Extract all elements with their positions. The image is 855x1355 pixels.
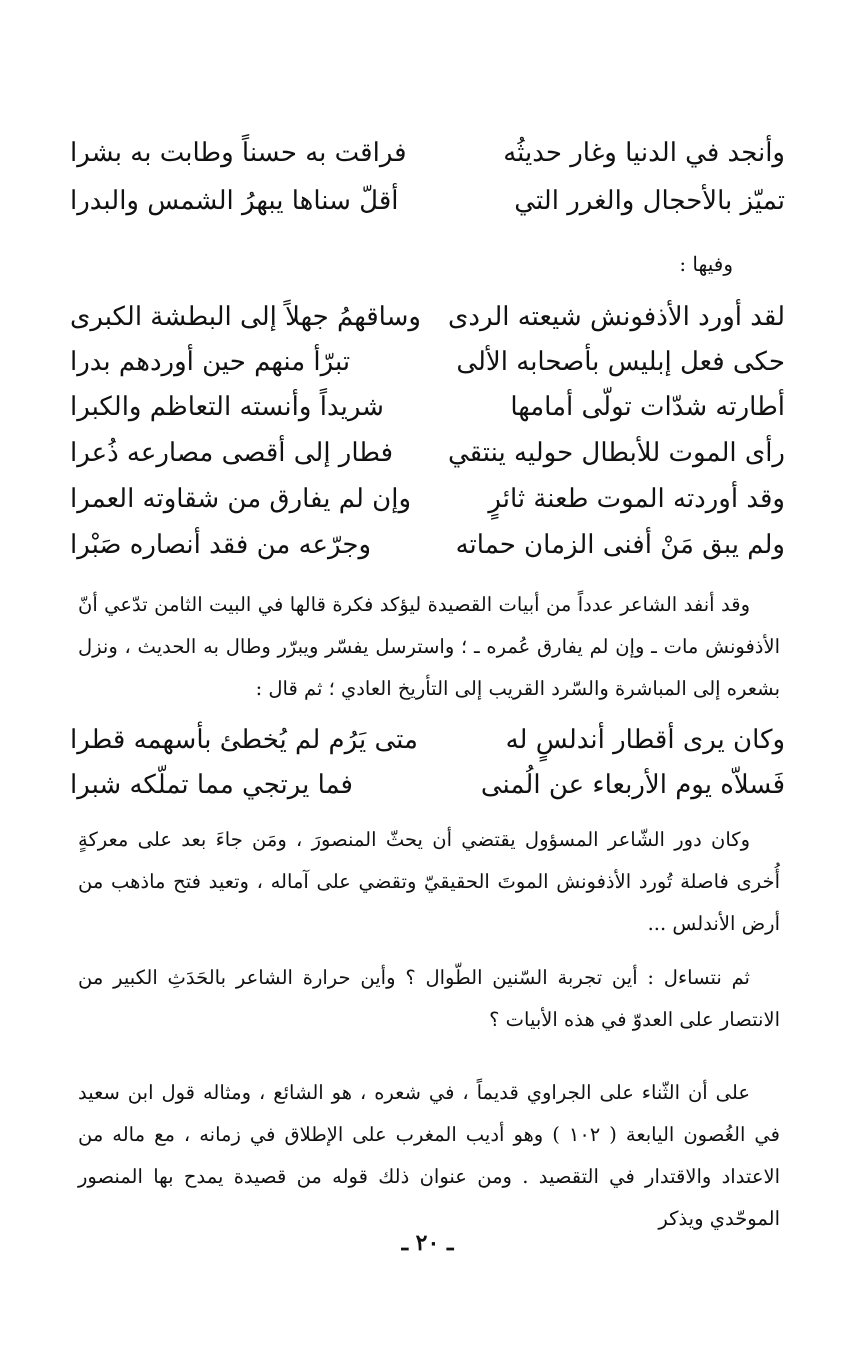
verse-first-hemistich: وقد أوردته الموت طعنة ثائرٍ xyxy=(488,484,785,514)
page-number: ـ ٢٠ ـ xyxy=(401,1230,454,1256)
verse-second-hemistich: وجرّعه من فقد أنصاره صَبْرا xyxy=(70,530,372,560)
verse-first-hemistich: فَسلاّه يوم الأربعاء عن الُمنى xyxy=(480,770,785,800)
verse-line xyxy=(70,760,785,810)
section-label: وفيها : xyxy=(679,252,733,276)
verse-second-hemistich: فراقت به حسناً وطابت به بشرا xyxy=(70,138,407,168)
body-paragraph xyxy=(78,584,780,710)
verse-line xyxy=(70,382,785,432)
verse-first-hemistich: حكى فعل إبليس بأصحابه الألى xyxy=(456,347,785,377)
paragraph-text: وقد أنفد الشاعر عدداً من أبيات القصيدة ليؤكد فكرة قالها في البيت الثامن تدّعي أنّ الأذفونش مات ـ وإن لم يفارق عُمره ـ ؛ واسترسل يفسّر ويبرّر وطال به الحديث ، ونزل بشعره إلى المباشرة والسّرد القريب إلى التأريخ العادي ؛ ثم قال : xyxy=(78,593,780,700)
verse-second-hemistich: تبرّأ منهم حين أوردهم بدرا xyxy=(70,347,351,377)
body-paragraph xyxy=(78,1072,780,1240)
verse-line xyxy=(70,337,785,387)
verse-second-hemistich: متى يَرُم لم يُخطئ بأسهمه قطرا xyxy=(70,725,418,755)
verse-first-hemistich: لقد أورد الأذفونش شيعته الردى xyxy=(448,302,785,332)
verse-second-hemistich: شريداً وأنسته التعاظم والكبرا xyxy=(70,392,384,422)
verse-first-hemistich: رأى الموت للأبطال حوليه ينتقي xyxy=(447,438,785,468)
verse-second-hemistich: فما يرتجي مما تملّكه شبرا xyxy=(70,770,353,800)
paragraph-text: ثم نتساءل : أين تجربة السّنين الطّوال ؟ وأين حرارة الشاعر بالحَدَثِ الكبير من الانتصار على العدوّ في هذه الأبيات ؟ xyxy=(78,966,780,1031)
verse-second-hemistich: أقلّ سناها يبهرُ الشمس والبدرا xyxy=(70,186,399,216)
paragraph-text: على أن الثّناء على الجراوي قديماً ، في شعره ، هو الشائع ، ومثاله قول ابن سعيد في الغُصون اليابعة ( ١٠٢ ) وهو أديب المغرب على الإطلاق في زمانه ، مع ماله من الاعتداد والاقتدار في التقصيد . ومن عنوان ذلك قوله من قصيدة يمدح بها المنصور الموحّدي ويذكر xyxy=(78,1081,780,1230)
verse-first-hemistich: وأنجد في الدنيا وغار حديثُه xyxy=(503,138,785,168)
verse-first-hemistich: أطارته شدّات تولّى أمامها xyxy=(510,392,785,422)
verse-first-hemistich: ولم يبق مَنْ أفنى الزمان حماته xyxy=(455,530,785,560)
verse-line xyxy=(70,520,785,570)
verse-line xyxy=(70,128,785,178)
verse-first-hemistich: وكان يرى أقطار أندلسٍ له xyxy=(505,725,785,755)
verse-first-hemistich: تميّز بالأحجال والغرر التي xyxy=(514,186,785,216)
body-paragraph xyxy=(78,819,780,945)
verse-second-hemistich: فطار إلى أقصى مصارعه ذُعرا xyxy=(70,438,394,468)
verse-line xyxy=(70,474,785,524)
verse-second-hemistich: وساقهمُ جهلاً إلى البطشة الكبرى xyxy=(70,302,421,332)
verse-line xyxy=(70,176,785,226)
verse-line xyxy=(70,715,785,765)
verse-second-hemistich: وإن لم يفارق من شقاوته العمرا xyxy=(70,484,412,514)
body-paragraph xyxy=(78,957,780,1041)
verse-line xyxy=(70,428,785,478)
verse-line xyxy=(70,292,785,342)
paragraph-text: وكان دور الشّاعر المسؤول يقتضي أن يحثّ المنصورَ ، ومَن جاءَ بعد على معركةٍ أُخرى فاصلة تُورد الأذفونش الموتَ الحقيقيّ وتقضي على آماله ، وتعيد فتح ماذهب من أرض الأندلس ... xyxy=(78,828,780,935)
